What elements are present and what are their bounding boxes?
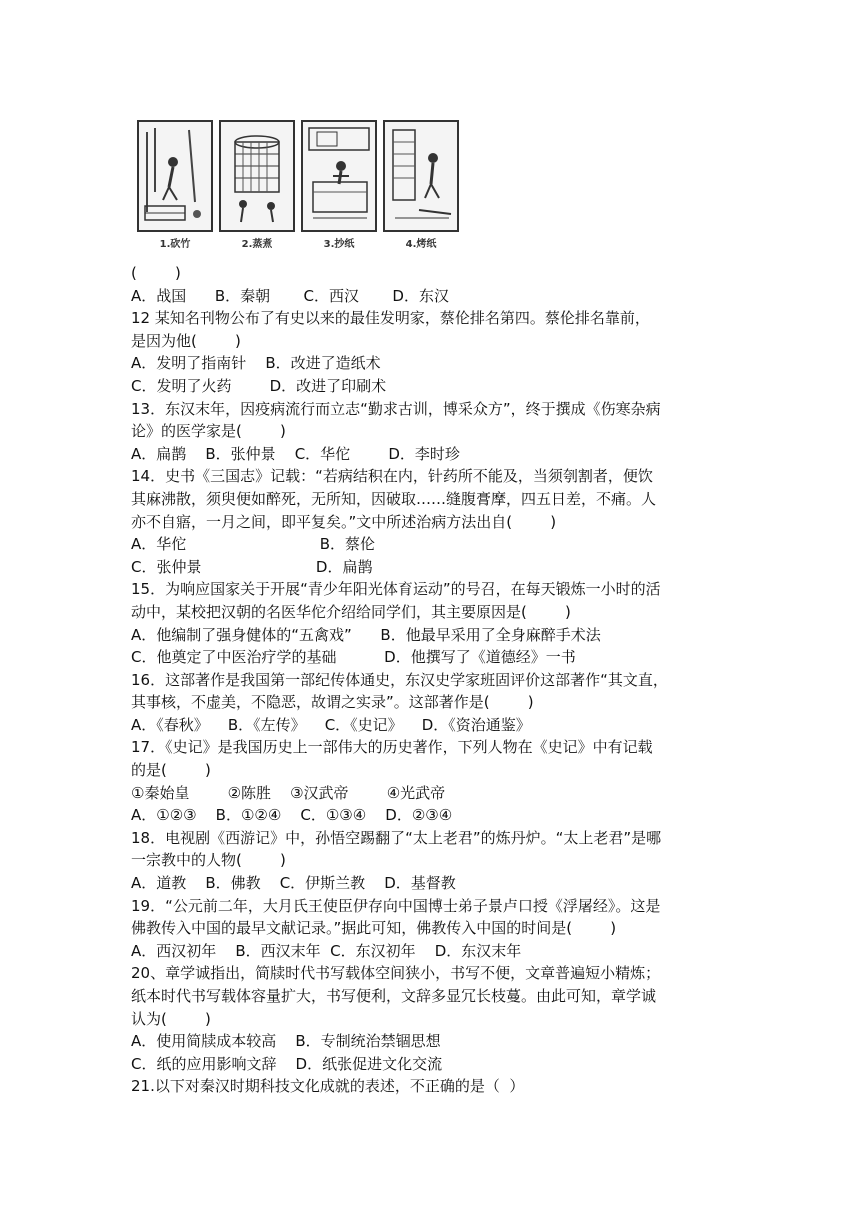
making-paper-drawing	[303, 122, 375, 230]
text-line: 其事核，不虚美，不隐恶，故谓之实录”。这部著作是( )	[131, 693, 534, 712]
text-line: 19．“公元前二年，大月氏王使臣伊存向中国博士弟子景卢口授《浮屠经》。这是	[131, 896, 661, 915]
text-line: A．他编制了强身健体的“五禽戏” B．他最早采用了全身麻醉手术法	[131, 625, 601, 644]
text-line: 20、章学诚指出，简牍时代书写载体空间狭小，书写不便，文章普遍短小精炼；	[131, 964, 661, 983]
text-line: A．西汉初年 B．西汉末年 C．东汉初年 D．东汉末年	[131, 941, 522, 960]
text-line: 16．这部著作是我国第一部纪传体通史，东汉史学家班固评价这部著作“其文直，	[131, 670, 668, 689]
caption-4: 4.烤纸	[405, 239, 437, 250]
text-line: 13．东汉末年，因疫病流行而立志“勤求古训，博采众方”，终于撰成《伤寒杂病	[131, 399, 661, 418]
text-line: 其麻沸散，须臾便如醉死，无所知，因破取……缝腹膏摩，四五日差，不痛。人	[131, 489, 657, 508]
drying-paper-drawing	[385, 122, 457, 230]
text-line: 一宗教中的人物( )	[131, 851, 286, 870]
text-line: A．使用简牍成本较高 B．专制统治禁锢思想	[131, 1032, 441, 1051]
text-line: A．华佗 B．蔡伦	[131, 535, 376, 554]
text-line: 佛教传入中国的最早文献记录。”据此可知，佛教传入中国的时间是( )	[131, 919, 617, 938]
text-line: 是因为他( )	[131, 331, 241, 350]
text-line: A．发明了指南针 B．改进了造纸术	[131, 354, 381, 373]
text-line: 认为( )	[131, 1009, 211, 1028]
text-line: 17．《史记》是我国历史上一部伟大的历史著作，下列人物在《史记》中有记载	[131, 738, 653, 757]
text-line: 12 某知名刊物公布了有史以来的最佳发明家，蔡伦排名第四。蔡伦排名靠前，	[131, 309, 650, 328]
text-line: C．他奠定了中医治疗学的基础 D．他撰写了《道德经》一书	[131, 648, 576, 667]
panel-steaming	[219, 120, 295, 232]
text-line: 14．史书《三国志》记载：“若病结积在内，针药所不能及，当须刳割者，便饮	[131, 467, 653, 486]
caption-1: 1.砍竹	[159, 239, 191, 250]
text-line: 18．电视剧《西游记》中，孙悟空踢翻了“太上老君”的炼丹炉。“太上老君”是哪	[131, 828, 662, 847]
text-line: 亦不自寤，一月之间，即平复矣。”文中所述治病方法出自( )	[131, 512, 557, 531]
text-line: C．发明了火药 D．改进了印刷术	[131, 376, 387, 395]
steaming-drawing	[221, 122, 293, 230]
text-line: 15．为响应国家关于开展“青少年阳光体育运动”的号召，在每天锻炼一小时的活	[131, 580, 661, 599]
text-line: 论》的医学家是( )	[131, 422, 286, 441]
text-line: A．①②③ B．①②④ C．①③④ D．②③④	[131, 806, 453, 825]
panel-drying-paper	[383, 120, 459, 232]
text-line: A．扁鹊 B．张仲景 C．华佗 D．李时珍	[131, 444, 460, 463]
text-line: 动中，某校把汉朝的名医华佗介绍给同学们，其主要原因是( )	[131, 602, 571, 621]
text-line: ①秦始皇 ②陈胜 ③汉武帝 ④光武帝	[131, 783, 446, 802]
caption-2: 2.蒸煮	[241, 239, 273, 250]
cutting-bamboo-drawing	[139, 122, 211, 230]
papermaking-illustration	[131, 116, 461, 254]
text-line: C．张仲景 D．扁鹊	[131, 557, 373, 576]
text-line: 纸本时代书写载体容量扩大，书写便利，文辞多显冗长枝蔓。由此可知，章学诚	[131, 987, 657, 1005]
text-line: A．《春秋》 B．《左传》 C．《史记》 D．《资治通鉴》	[131, 715, 531, 734]
text-line: ( )	[131, 264, 181, 282]
panel-cutting-bamboo	[137, 120, 213, 232]
panel-making-paper	[301, 120, 377, 232]
text-line: 的是( )	[131, 761, 211, 780]
text-line: 21.以下对秦汉时期科技文化成就的表述，不正确的是（ ）	[131, 1077, 525, 1096]
caption-3: 3.抄纸	[323, 239, 355, 250]
text-line: A．战国 B．秦朝 C．西汉 D．东汉	[131, 286, 449, 305]
text-line: A．道教 B．佛教 C．伊斯兰教 D．基督教	[131, 874, 456, 893]
text-line: C．纸的应用影响文辞 D．纸张促进文化交流	[131, 1054, 443, 1073]
question-text	[131, 262, 731, 1098]
